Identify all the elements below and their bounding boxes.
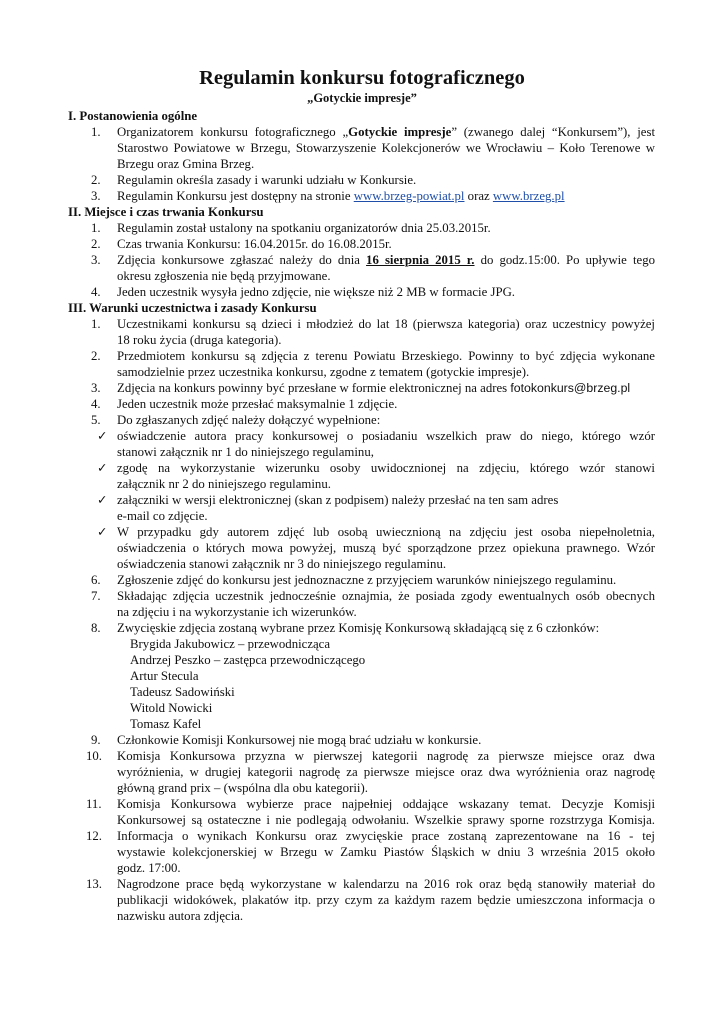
checklist-item-text: załącznik nr 2 do niniejszego regulaminu. — [117, 477, 331, 491]
section-heading-3: III. Warunki uczestnictwa i zasady Konkursu — [68, 301, 317, 315]
list-number: 3. — [91, 189, 101, 203]
list-item-text: publikacji widokówek, plakatów itp. przy czym za każdym razem będzie umieszczona informacja o — [117, 893, 655, 907]
list-number: 6. — [91, 573, 101, 587]
list-item-text: Starostwo Powiatowe w Brzegu, Stowarzyszenie Kolekcjonerów we Wrocławiu – Koło Terenowe w — [117, 141, 655, 155]
list-item-text: Przedmiotem konkursu są zdjęcia z terenu Powiatu Brzeskiego. Powinny to być zdjęcia wykonane — [117, 349, 655, 363]
list-number: 13. — [86, 877, 102, 891]
list-item-text: Składając zdjęcia uczestnik jednocześnie oznajmia, że posiada zgody ewentualnych osób obecnych — [117, 589, 655, 603]
list-item-text: wystawie kolekcjonerskiej w Brzegu w Zamku Piastów Śląskich w dniu 3 września 2015 około — [117, 845, 655, 859]
checkmark-icon: ✓ — [97, 460, 108, 475]
list-item-text: Jeden uczestnik wysyła jedno zdjęcie, nie większe niż 2 MB w formacie JPG. — [117, 285, 516, 299]
checklist-item-text: e-mail co zdjęcie. — [117, 509, 208, 523]
list-number: 2. — [91, 173, 101, 187]
list-number: 10. — [86, 749, 102, 763]
list-item-text: Uczestnikami konkursu są dzieci i młodzież do lat 18 (pierwsza kategoria) oraz uczestnicy powyżej — [117, 317, 655, 331]
link-brzeg-powiat[interactable]: www.brzeg-powiat.pl — [353, 189, 465, 203]
list-item-text: godz. 17:00. — [117, 861, 181, 875]
commission-member: Witold Nowicki — [130, 701, 213, 715]
list-item-text: Zdjęcia konkursowe zgłaszać należy do dnia 16 sierpnia 2015 r. do godz.15:00. Po upływie tego — [117, 253, 655, 267]
checkmark-icon: ✓ — [97, 428, 108, 443]
list-number: 4. — [91, 397, 101, 411]
list-number: 7. — [91, 589, 101, 603]
commission-member: Brygida Jakubowicz – przewodnicząca — [130, 637, 331, 651]
contest-name: Gotyckie impresje — [348, 125, 452, 139]
list-item-text: Regulamin Konkursu jest dostępny na stronie www.brzeg-powiat.pl oraz www.brzeg.pl — [117, 189, 565, 203]
link-brzeg[interactable]: www.brzeg.pl — [492, 189, 565, 203]
list-item-text: Do zgłaszanych zdjęć należy dołączyć wypełnione: — [117, 413, 381, 427]
list-item-text: Komisja Konkursowa wybierze prace najpełniej oddające wskazany temat. Decyzje Komisji — [117, 797, 655, 811]
list-item-text: okresu zgłoszenia nie będą przyjmowane. — [117, 269, 331, 283]
list-item-text: Organizatorem konkursu fotograficznego „Gotyckie impresje” (zwanego dalej “Konkursem”), jest — [117, 125, 655, 139]
list-item-text: Nagrodzone prace będą wykorzystane w kalendarzu na 2016 rok oraz będą stanowiły materiał do — [117, 877, 655, 891]
commission-member: Tadeusz Sadowiński — [130, 685, 235, 699]
list-item-text: wyróżnienia, w drugiej kategorii nagrodę za pierwsze miejsce oraz dwa wyróżnienia oraz nagrodę — [117, 765, 655, 779]
list-item-text: Regulamin określa zasady i warunki udziału w Konkursie. — [117, 173, 417, 187]
list-number: 2. — [91, 349, 101, 363]
list-item-text: Regulamin został ustalony na spotkaniu organizatorów dnia 25.03.2015r. — [117, 221, 491, 235]
list-item-text: samodzielnie przez uczestnika konkursu, zgodne z tematem (gotyckie impresje). — [117, 365, 530, 379]
list-item-text: główną grand prix – (wspólna dla obu kategorii). — [117, 781, 368, 795]
checkmark-icon: ✓ — [97, 524, 108, 539]
checkmark-icon: ✓ — [97, 492, 108, 507]
commission-member: Andrzej Peszko – zastępca przewodniczącego — [130, 653, 366, 667]
list-item-text: Informacja o wynikach Konkursu oraz zwycięskie prace zostaną zaprezentowane na 16 - tej — [117, 829, 655, 843]
list-item-text: Zwycięskie zdjęcia zostaną wybrane przez Komisję Konkursową składającą się z 6 członków: — [117, 621, 600, 635]
checklist-item-text: W przypadku gdy autorem zdjęć lub osobą uwiecznioną na zdjęciu jest osoba niepełnoletnia, — [117, 525, 655, 539]
list-number: 1. — [91, 125, 101, 139]
list-number: 9. — [91, 733, 101, 747]
checklist-item-text: załączniki w wersji elektronicznej (skan z podpisem) należy przesłać na ten sam adres — [117, 493, 559, 507]
section-heading-1: I. Postanowienia ogólne — [68, 109, 198, 123]
checklist-item-text: oświadczenia o których mowa powyżej, muszą być sporządzone przez opiekuna prawnego. Wzór — [117, 541, 655, 555]
section-heading-2: II. Miejsce i czas trwania Konkursu — [68, 205, 264, 219]
list-number: 2. — [91, 237, 101, 251]
list-number: 12. — [86, 829, 102, 843]
list-number: 3. — [91, 381, 101, 395]
list-number: 8. — [91, 621, 101, 635]
list-item-text: 18 roku życia (druga kategoria). — [117, 333, 282, 347]
list-number: 11. — [86, 797, 102, 811]
document-title: Regulamin konkursu fotograficznego — [199, 67, 525, 89]
list-number: 3. — [91, 253, 101, 267]
list-item-text: Jeden uczestnik może przesłać maksymalnie 1 zdjęcie. — [117, 397, 398, 411]
checklist-item-text: oświadczenie autora pracy konkursowej o posiadaniu wszelkich praw do niego, którego wzór — [117, 429, 655, 443]
commission-member: Tomasz Kafel — [130, 717, 202, 731]
list-item-text: na zdjęciu i na wykorzystanie ich wizerunków. — [117, 605, 357, 619]
checklist-item-text: stanowi załącznik nr 1 do niniejszego regulaminu, — [117, 445, 374, 459]
list-number: 4. — [91, 285, 101, 299]
list-item-text: Zdjęcia na konkurs powinny być przesłane w formie elektronicznej na adres fotokonkurs@brzeg.pl — [117, 381, 631, 395]
contest-email: fotokonkurs@brzeg.pl — [510, 381, 631, 395]
list-item-text: Konkursowej są ostateczne i nie podlegają odwołaniu. Wszelkie sprawy sporne rozstrzyga Komisja. — [117, 813, 655, 827]
checklist-item-text: zgodę na wykorzystanie wizerunku osoby uwidocznionej na zdjęciu, którego wzór stanowi — [117, 461, 655, 475]
list-number: 5. — [91, 413, 101, 427]
list-number: 1. — [91, 317, 101, 331]
list-item-text: Komisja Konkursowa przyzna w pierwszej kategorii nagrodę za pierwsze miejsce oraz dwa — [117, 749, 655, 763]
list-item-text: Zgłoszenie zdjęć do konkursu jest jednoznaczne z przyjęciem warunków niniejszego regulaminu. — [117, 573, 617, 587]
checklist-item-text: oświadczenia stanowi załącznik nr 3 do niniejszego regulaminu. — [117, 557, 447, 571]
deadline-date: 16 sierpnia 2015 r. — [366, 253, 475, 267]
list-item-text: Brzegu oraz Gmina Brzeg. — [117, 157, 255, 171]
commission-member: Artur Steculа — [130, 669, 199, 683]
list-item-text: Czas trwania Konkursu: 16.04.2015r. do 16.08.2015r. — [117, 237, 392, 251]
document-subtitle: „Gotyckie impresje” — [307, 91, 417, 105]
list-item-text: nazwisku autora zdjęcia. — [117, 909, 244, 923]
list-number: 1. — [91, 221, 101, 235]
list-item-text: Członkowie Komisji Konkursowej nie mogą brać udziału w konkursie. — [117, 733, 482, 747]
